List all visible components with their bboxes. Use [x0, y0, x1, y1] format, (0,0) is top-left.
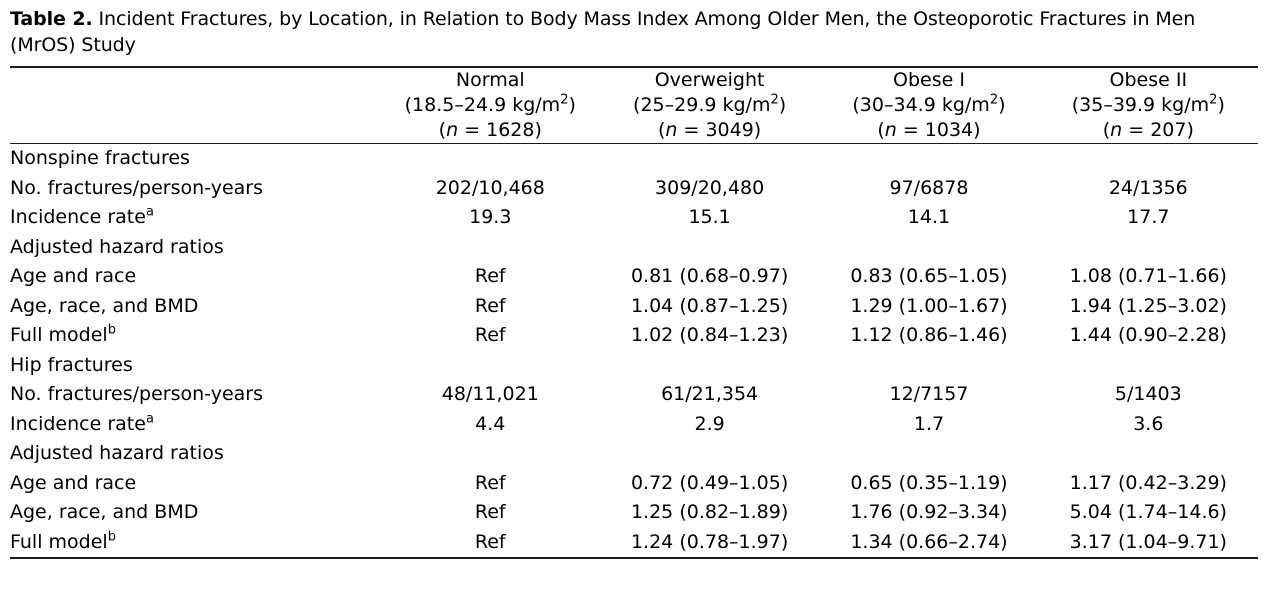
- row-label: [10, 233, 381, 263]
- row-value: [1039, 233, 1258, 263]
- table-row: [10, 203, 1258, 233]
- table-row: [10, 174, 1258, 204]
- table-row: [10, 469, 1258, 499]
- n-italic: n: [884, 119, 897, 141]
- table-rule-bottom: [10, 558, 1258, 559]
- row-value: 24/1356: [1108, 176, 1188, 199]
- row-value: 309/20,480: [655, 176, 765, 199]
- column-n: (n = 3049): [657, 119, 762, 141]
- row-value: 48/11,021: [441, 383, 539, 405]
- footnote-marker: a: [145, 411, 154, 427]
- row-value: Ref: [474, 294, 506, 317]
- row-label-text: No. fractures/person-years: [10, 383, 263, 405]
- row-value: [819, 351, 1038, 381]
- row-value: [819, 233, 1038, 263]
- row-value: Ref: [474, 530, 506, 553]
- row-value: 1.76 (0.92–3.34): [850, 501, 1008, 523]
- column-name: Overweight: [654, 69, 765, 91]
- row-value: 0.65 (0.35–1.19): [850, 471, 1008, 494]
- row-label: [10, 439, 381, 469]
- row-value: [381, 439, 600, 469]
- row-value: [819, 439, 1038, 469]
- table-caption-label: Table 2.: [10, 8, 93, 30]
- column-range: (35–39.9 $kg/m^2$): [1071, 92, 1225, 116]
- row-value: 202/10,468: [435, 176, 545, 199]
- n-italic: n: [446, 119, 459, 141]
- row-label: [10, 410, 381, 440]
- row-label-text: Age, race, and BMD: [10, 501, 199, 523]
- row-value: Ref: [474, 501, 506, 523]
- row-value: [600, 351, 819, 381]
- table-row: [10, 380, 1258, 410]
- results-table: [10, 66, 1258, 559]
- row-label-text: Incidence rate: [10, 206, 146, 228]
- row-value: [381, 351, 600, 381]
- row-value: 1.7: [913, 412, 945, 435]
- row-label: [10, 292, 381, 322]
- row-value: Ref: [474, 265, 506, 287]
- row-value: 0.72 (0.49–1.05): [630, 471, 789, 494]
- column-n: (n = 1034): [877, 119, 981, 141]
- n-italic: n: [1110, 119, 1123, 141]
- row-value: 5/1403: [1114, 383, 1182, 405]
- row-value: [1039, 439, 1258, 469]
- row-value: 1.34 (0.66–2.74): [850, 530, 1008, 553]
- column-n: (n = 207): [1102, 119, 1194, 141]
- row-label-text: Full model: [10, 324, 108, 346]
- row-value: 1.29 (1.00–1.67): [850, 294, 1008, 317]
- row-value: 97/6878: [889, 176, 969, 199]
- table-row: [10, 351, 1258, 381]
- row-label-text: Age, race, and BMD: [10, 294, 199, 317]
- row-value: 4.4: [475, 412, 506, 435]
- row-value: [600, 233, 819, 263]
- footnote-marker: a: [145, 204, 154, 220]
- superscript-2: 2: [989, 92, 999, 108]
- table-header-row: [10, 68, 1258, 144]
- footnote-marker: b: [107, 529, 116, 545]
- row-value: 1.94 (1.25–3.02): [1069, 294, 1227, 317]
- row-label-text: Adjusted hazard ratios: [10, 442, 224, 464]
- table-row: [10, 410, 1258, 440]
- row-label: [10, 528, 381, 559]
- row-value: 17.7: [1127, 206, 1170, 228]
- row-value: 19.3: [469, 206, 512, 228]
- row-label-text: Full model: [10, 530, 108, 553]
- row-value: 1.24 (0.78–1.97): [630, 530, 789, 553]
- row-value: 14.1: [907, 206, 951, 228]
- row-label: [10, 469, 381, 499]
- table-row: [10, 233, 1258, 263]
- header-blank-cell: [10, 68, 381, 144]
- row-value: [381, 233, 600, 263]
- row-label-text: Age and race: [10, 265, 137, 287]
- row-value: 1.02 (0.84–1.23): [630, 324, 789, 346]
- superscript-2: 2: [1209, 92, 1218, 108]
- row-value: Ref: [474, 324, 506, 346]
- row-label: [10, 174, 381, 204]
- table-body: [10, 144, 1258, 558]
- superscript-2: 2: [770, 92, 779, 108]
- row-value: 0.83 (0.65–1.05): [850, 265, 1008, 287]
- row-value: 1.44 (0.90–2.28): [1069, 324, 1227, 346]
- table-row: [10, 528, 1258, 559]
- footnote-marker: b: [107, 322, 116, 338]
- table-row: [10, 144, 1258, 174]
- row-label: [10, 262, 381, 292]
- column-name: Obese I: [892, 69, 965, 91]
- row-value: 3.6: [1133, 412, 1164, 435]
- row-value: 1.08 (0.71–1.66): [1069, 265, 1227, 287]
- row-value: [819, 144, 1038, 174]
- column-name: Normal: [455, 69, 525, 91]
- table-row: [10, 262, 1258, 292]
- row-label: [10, 380, 381, 410]
- column-header-normal: [381, 68, 600, 144]
- superscript-2: 2: [560, 92, 569, 108]
- column-range: (25–29.9 $kg/m^2$): [633, 92, 787, 116]
- row-value: 1.17 (0.42–3.29): [1069, 471, 1227, 494]
- column-header-obese-2: [1039, 68, 1258, 144]
- row-value: [600, 439, 819, 469]
- column-name: Obese II: [1109, 69, 1188, 91]
- row-label-text: No. fractures/person-years: [10, 176, 263, 199]
- table-caption: [10, 6, 1260, 58]
- row-label-text: Hip fractures: [10, 353, 133, 376]
- row-label: [10, 321, 381, 351]
- column-range: (18.5–24.9 $kg/m^2$): [404, 92, 576, 116]
- row-value: 12/7157: [889, 383, 969, 405]
- row-value: 5.04 (1.74–14.6): [1069, 501, 1227, 523]
- row-label: [10, 144, 381, 174]
- column-header-overweight: [600, 68, 819, 144]
- row-label: [10, 498, 381, 528]
- row-value: Ref: [474, 471, 506, 494]
- row-value: 2.9: [694, 412, 725, 435]
- row-value: 1.04 (0.87–1.25): [630, 294, 789, 317]
- table-caption-text: Incident Fractures, by Location, in Relation to Body Mass Index Among Older Men, the Osteoporotic Fractures in Men (MrOS) Study: [10, 8, 1196, 56]
- row-value: 15.1: [688, 206, 731, 228]
- table-row: [10, 321, 1258, 351]
- row-value: 3.17 (1.04–9.71): [1069, 530, 1227, 553]
- row-value: [381, 144, 600, 174]
- row-label: [10, 351, 381, 381]
- row-value: [1039, 144, 1258, 174]
- row-value: 1.25 (0.82–1.89): [630, 501, 789, 523]
- row-label-text: Incidence rate: [10, 412, 146, 435]
- row-value: [600, 144, 819, 174]
- table-row: [10, 439, 1258, 469]
- table-row: [10, 292, 1258, 322]
- column-range: (30–34.9 $kg/m^2$): [852, 92, 1006, 116]
- row-label-text: Age and race: [10, 471, 137, 494]
- row-value: [1039, 351, 1258, 381]
- column-header-obese-1: [819, 68, 1038, 144]
- n-italic: n: [665, 119, 678, 141]
- row-label-text: Nonspine fractures: [10, 147, 190, 169]
- row-value: 61/21,354: [661, 383, 759, 405]
- row-label-text: Adjusted hazard ratios: [10, 235, 224, 258]
- row-value: 0.81 (0.68–0.97): [630, 265, 789, 287]
- row-label: [10, 203, 381, 233]
- column-n: (n = 1628): [438, 119, 542, 141]
- table-row: [10, 498, 1258, 528]
- row-value: 1.12 (0.86–1.46): [850, 324, 1008, 346]
